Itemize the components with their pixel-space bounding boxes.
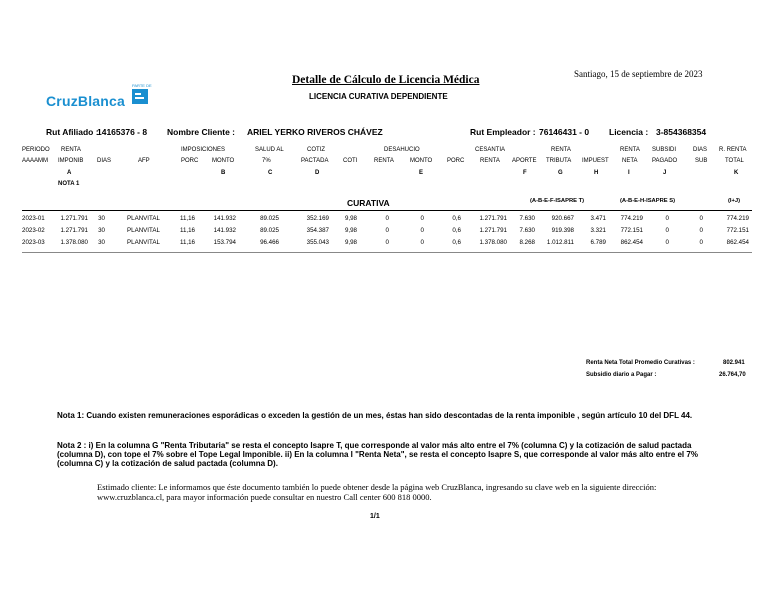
hdr-des-renta: RENTA xyxy=(374,158,394,164)
table-cell: 6.789 xyxy=(590,239,606,246)
hdr-nota1: NOTA 1 xyxy=(58,181,80,187)
table-cell: 11,16 xyxy=(179,215,195,222)
hdr-cesantia: CESANTIA xyxy=(475,147,506,153)
table-cell: 0 xyxy=(665,239,669,246)
table-cell: 772.151 xyxy=(620,227,643,234)
table-cell: 0,6 xyxy=(452,227,461,234)
hdr-letter-e: E xyxy=(419,170,424,176)
note-1: Nota 1: Cuando existen remuneraciones esporádicas o exceden la gestión de un mes, éstas han sido descontadas de la renta imponible , según artículo 10 del DFL 44. xyxy=(57,411,693,420)
table-cell: 0 xyxy=(665,227,669,234)
table-cell: 1.012.811 xyxy=(546,239,574,246)
hdr-7pct: 7% xyxy=(262,158,271,164)
document-date: Santiago, 15 de septiembre de 2023 xyxy=(574,69,703,79)
section-curativa: CURATIVA xyxy=(347,198,390,208)
hdr-letter-c: C xyxy=(268,170,273,176)
hdr-des-monto: MONTO xyxy=(410,158,433,164)
note-2: Nota 2 : i) En la columna G "Renta Tributaria" se resta el concepto Isapre T, que corresponde al valor más alto entre el 7% (columna C) y la cotización de salud pactada (columna D), con tope el 7% sobre el Tope Legal Imponible. ii) En la columna I "Renta Neta", se resta el concepto Isapre S, que corresponde al valor más alto entre el 7% (columna C) y la cotización de salud pactada (columna D). xyxy=(57,441,698,468)
hdr-salud: SALUD AL xyxy=(255,147,284,153)
hdr-neta: NETA xyxy=(622,158,638,164)
table-cell: 141.932 xyxy=(213,215,236,222)
licencia-value: 3-854368354 xyxy=(656,127,707,137)
table-cell: 920.667 xyxy=(551,215,574,222)
hdr-renta-2: RENTA xyxy=(551,147,571,153)
table-cell: 1.271.791 xyxy=(60,227,88,234)
table-cell: 0,6 xyxy=(452,215,461,222)
hdr-total: TOTAL xyxy=(725,158,744,164)
hdr-afp: AFP xyxy=(138,158,150,164)
table-cell: 30 xyxy=(98,227,105,234)
logo-badge-icon xyxy=(132,89,148,104)
hdr-subsidi: SUBSIDI xyxy=(652,147,677,153)
hdr-letter-h: H xyxy=(594,170,599,176)
table-cell: 0 xyxy=(385,227,389,234)
hdr-letter-b: B xyxy=(221,170,226,176)
hdr-renta-3: RENTA xyxy=(620,147,640,153)
table-cell: 1.271.791 xyxy=(479,227,507,234)
total-renta-neta-value: 802.941 xyxy=(723,360,745,366)
table-cell: 30 xyxy=(98,239,105,246)
hdr-sub: SUB xyxy=(695,158,708,164)
hdr-monto: MONTO xyxy=(212,158,235,164)
logo-tag: PARTE DE xyxy=(132,83,152,88)
table-cell: 0 xyxy=(665,215,669,222)
formula-k: (I+J) xyxy=(728,198,741,204)
logo-brand: CruzBlanca xyxy=(46,93,126,109)
table-cell: 0 xyxy=(420,227,424,234)
hdr-letter-g: G xyxy=(558,170,563,176)
table-cell: 0 xyxy=(420,239,424,246)
hdr-coti: COTI xyxy=(343,158,358,164)
table-cell: 9,98 xyxy=(344,239,357,246)
rut-empleador-value: 76146431 - 0 xyxy=(539,127,590,137)
rut-empleador-label: Rut Empleador : xyxy=(470,127,536,137)
hdr-porc: PORC xyxy=(181,158,199,164)
hdr-renta: RENTA xyxy=(61,147,81,153)
rut-afiliado-value: 14165376 - 8 xyxy=(97,127,148,137)
table-cell: 9,98 xyxy=(344,215,357,222)
page-number: 1/1 xyxy=(370,513,380,520)
hdr-imponib: IMPONIB xyxy=(58,158,84,164)
table-cell: PLANVITAL xyxy=(127,227,160,234)
table-cell: 141.932 xyxy=(213,227,236,234)
table-cell: 0 xyxy=(699,227,703,234)
total-renta-neta-label: Renta Neta Total Promedio Curativas : xyxy=(586,360,695,366)
table-cell: 0 xyxy=(699,239,703,246)
rut-afiliado-label: Rut Afiliado : xyxy=(46,127,99,137)
table-cell: 2023-02 xyxy=(22,227,45,234)
table-cell: 0 xyxy=(699,215,703,222)
hdr-imposiciones: IMPOSICIONES xyxy=(181,147,226,153)
table-cell: 9,98 xyxy=(344,227,357,234)
hdr-cotiz: COTIZ xyxy=(307,147,325,153)
table-cell: 862.454 xyxy=(620,239,643,246)
table-cell: PLANVITAL xyxy=(127,239,160,246)
table-cell: 2023-03 xyxy=(22,239,45,246)
hdr-impuest: IMPUEST xyxy=(582,158,609,164)
table-cell: PLANVITAL xyxy=(127,215,160,222)
cliente-value: ARIEL YERKO RIVEROS CHÁVEZ xyxy=(247,127,383,137)
table-cell: 8.268 xyxy=(519,239,535,246)
table-cell: 0 xyxy=(420,215,424,222)
hdr-tributa: TRIBUTA xyxy=(546,158,572,164)
hdr-dias: DIAS xyxy=(97,158,112,164)
cruzblanca-logo xyxy=(46,83,156,113)
table-cell: 2023-01 xyxy=(22,215,45,222)
document-subtitle: LICENCIA CURATIVA DEPENDIENTE xyxy=(309,92,448,101)
document-title: Detalle de Cálculo de Licencia Médica xyxy=(292,74,480,86)
hdr-desahucio: DESAHUCIO xyxy=(384,147,420,153)
hdr-aaaamm: AAAAMM xyxy=(22,158,49,164)
hdr-letter-f: F xyxy=(523,170,527,176)
hdr-letter-i: I xyxy=(628,170,630,176)
table-cell: 153.794 xyxy=(213,239,236,246)
hdr-pagado: PAGADO xyxy=(652,158,678,164)
table-cell: 11,16 xyxy=(179,227,195,234)
table-cell: 774.219 xyxy=(726,215,749,222)
table-cell: 354.387 xyxy=(306,227,329,234)
hdr-periodo: PERIODO xyxy=(22,147,50,153)
subsidio-diario-label: Subsidio diario a Pagar : xyxy=(586,372,657,378)
hdr-ces-renta: RENTA xyxy=(480,158,500,164)
client-message: Estimado cliente: Le informamos que éste documento también lo puede obtener desde la página web CruzBlanca, ingresando su clave web en la siguiente dirección: www.cruzblanca.cl, para mayor información puede consultar en nuestro Call center 600 818 0000. xyxy=(97,482,657,502)
table-cell: 1.378.080 xyxy=(60,239,88,246)
table-divider-bottom xyxy=(22,252,752,253)
subsidio-diario-value: 26.764,70 xyxy=(719,372,746,378)
table-cell: 774.219 xyxy=(620,215,643,222)
hdr-pactada: PACTADA xyxy=(301,158,329,164)
table-cell: 862.454 xyxy=(726,239,749,246)
formula-g: (A-B-E-F-ISAPRE T) xyxy=(530,198,585,204)
formula-i: (A-B-E-H-ISAPRE S) xyxy=(620,198,676,204)
table-cell: 772.151 xyxy=(726,227,749,234)
table-cell: 89.025 xyxy=(260,215,279,222)
table-cell: 0 xyxy=(385,239,389,246)
hdr-letter-j: J xyxy=(663,170,667,176)
table-cell: 0,6 xyxy=(452,239,461,246)
cliente-label: Nombre Cliente : xyxy=(167,127,236,137)
hdr-dias-sub: DIAS xyxy=(693,147,708,153)
table-cell: 3.471 xyxy=(590,215,606,222)
hdr-letter-k: K xyxy=(734,170,739,176)
table-cell: 1.271.791 xyxy=(479,215,507,222)
table-cell: 30 xyxy=(98,215,105,222)
table-cell: 3.321 xyxy=(590,227,606,234)
hdr-letter-d: D xyxy=(315,170,320,176)
table-cell: 352.169 xyxy=(306,215,329,222)
table-cell: 1.378.080 xyxy=(479,239,507,246)
hdr-ces-porc: PORC xyxy=(447,158,465,164)
table-cell: 89.025 xyxy=(260,227,279,234)
table-cell: 355.043 xyxy=(306,239,329,246)
hdr-letter-a: A xyxy=(67,170,72,176)
table-cell: 919.398 xyxy=(551,227,574,234)
table-divider-top xyxy=(22,210,752,211)
table-cell: 1.271.791 xyxy=(60,215,88,222)
licencia-label: Licencia : xyxy=(609,127,649,137)
table-cell: 7.630 xyxy=(519,227,535,234)
table-cell: 11,16 xyxy=(179,239,195,246)
table-cell: 96.466 xyxy=(260,239,279,246)
table-cell: 0 xyxy=(385,215,389,222)
hdr-aporte: APORTE xyxy=(512,158,537,164)
table-cell: 7.630 xyxy=(519,215,535,222)
hdr-r-renta: R. RENTA xyxy=(719,147,747,153)
